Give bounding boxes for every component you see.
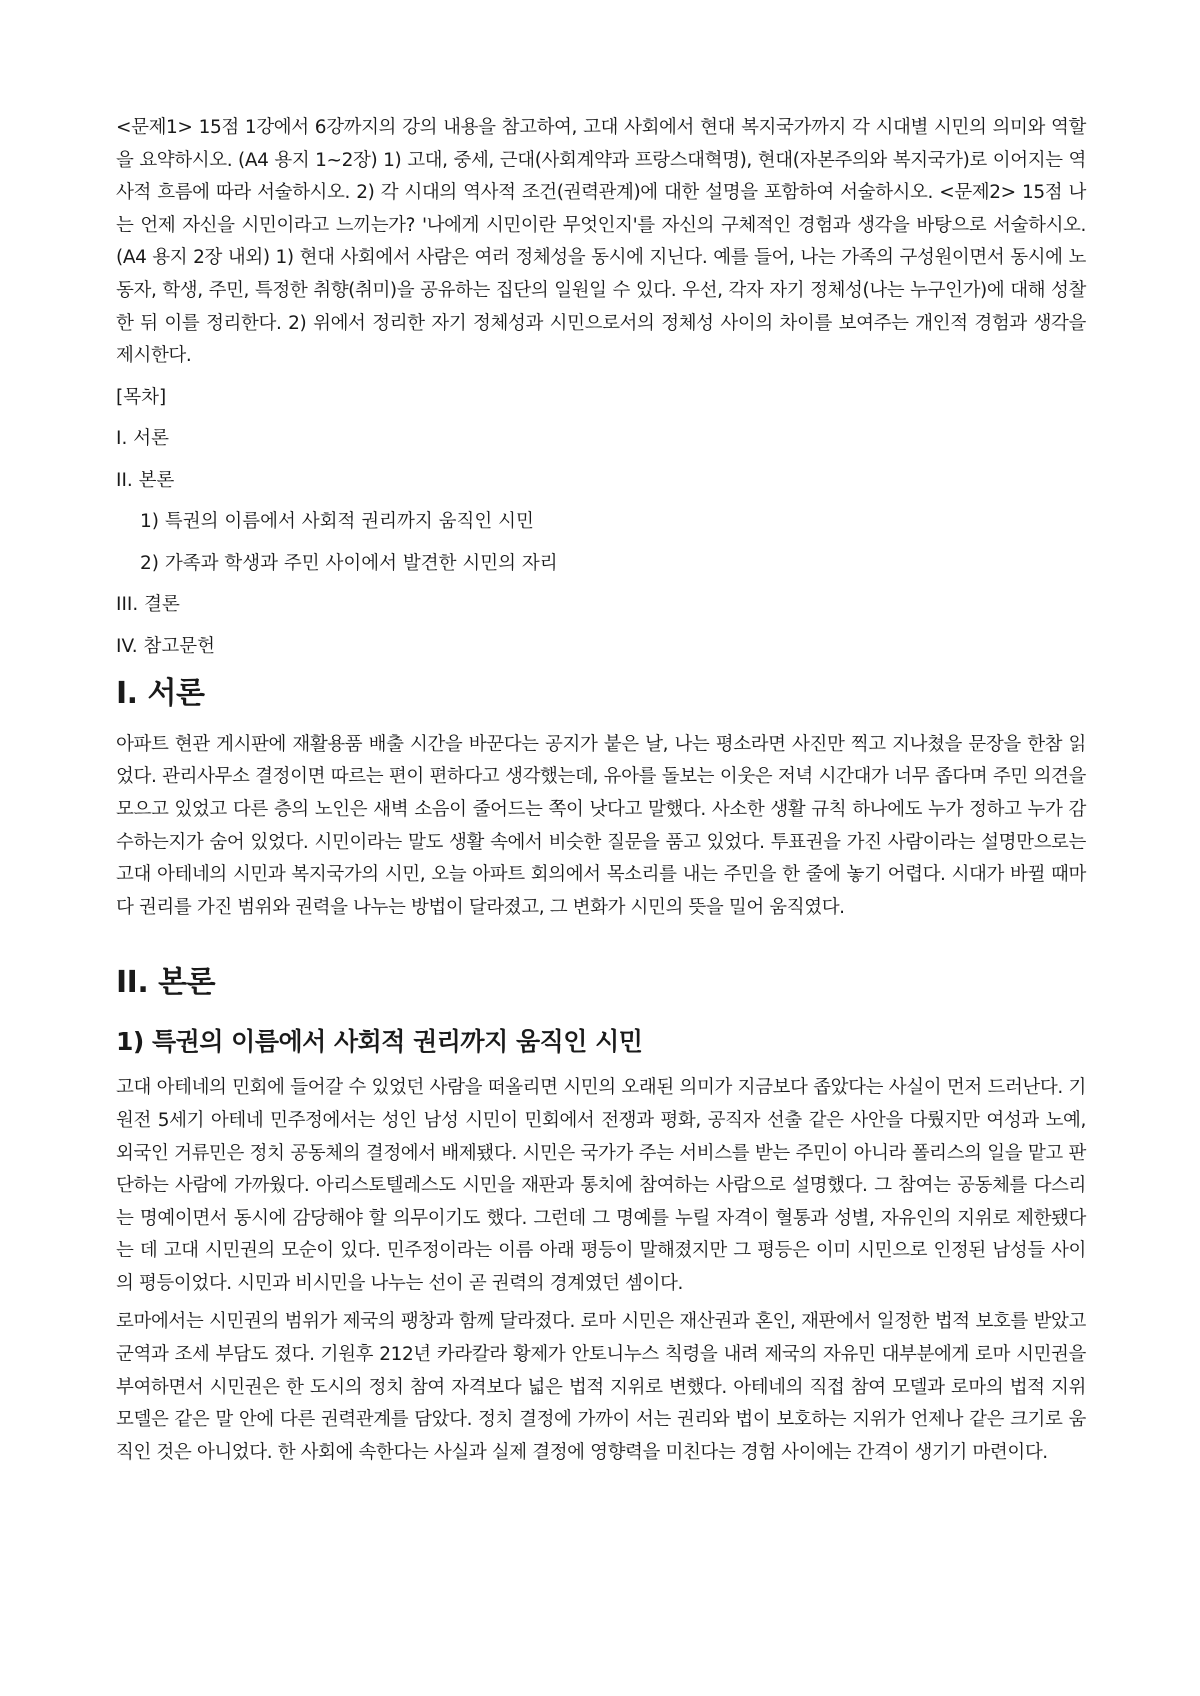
section-heading-introduction: I. 서론 (116, 675, 205, 711)
subsection-heading-1: 1) 특권의 이름에서 사회적 권리까지 움직인 시민 (116, 1027, 643, 1057)
document-page (116, 112, 1086, 1469)
toc-item-body: II. 본론 (116, 469, 175, 491)
body-paragraph: 고대 아테네의 민회에 들어갈 수 있었던 사람을 떠올리면 시민의 오래된 의미가 지금보다 좁았다는 사실이 먼저 드러난다. 기원전 5세기 아테네 민주정에서는 성인 남성 시민이 민회에서 전쟁과 평화, 공직자 선출 같은 사안을 다뤘지만 여성과 노예, 외국인 거류민은 정치 공동체의 결정에서 배제됐다. 시민은 국가가 주는 서비스를 받는 주민이 아니라 폴리스의 일을 맡고 판단하는 사람에 가까웠다. 아리스토텔레스도 시민을 재판과 통치에 참여하는 사람으로 설명했다. 그 참여는 공동체를 다스리는 명예이면서 동시에 감당해야 할 의무이기도 했다. 그런데 그 명예를 누릴 자격이 혈통과 성별, 자유인의 지위로 제한됐다는 데 고대 시민권의 모순이 있다. 민주정이라는 이름 아래 평등이 말해졌지만 그 평등은 이미 시민으로 인정된 남성들 사이의 평등이었다. 시민과 비시민을 나누는 선이 곧 권력의 경계였던 셈이다. (116, 1077, 1086, 1294)
toc-item-body-1: 1) 특권의 이름에서 사회적 권리까지 움직인 시민 (140, 511, 534, 533)
introduction-paragraph: 아파트 현관 게시판에 재활용품 배출 시간을 바꾼다는 공지가 붙은 날, 나는 평소라면 사진만 찍고 지나쳤을 문장을 한참 읽었다. 관리사무소 결정이면 따르는 편이 편하다고 생각했는데, 유아를 돌보는 이웃은 저녁 시간대가 너무 좁다며 주민 의견을 모으고 있었고 다른 층의 노인은 새벽 소음이 줄어드는 쪽이 낫다고 말했다. 사소한 생활 규칙 하나에도 누가 정하고 누가 감수하는지가 숨어 있었다. 시민이라는 말도 생활 속에서 비슷한 질문을 품고 있었다. 투표권을 가진 사람이라는 설명만으로는 고대 아테네의 시민과 복지국가의 시민, 오늘 아파트 회의에서 목소리를 내는 주민을 한 줄에 놓기 어렵다. 시대가 바뀔 때마다 권리를 가진 범위와 권력을 나누는 방법이 달라졌고, 그 변화가 시민의 뜻을 밀어 움직였다. (116, 733, 1086, 918)
toc-item-body-2: 2) 가족과 학생과 주민 사이에서 발견한 시민의 자리 (140, 552, 558, 574)
toc-label: [목차] (116, 386, 167, 408)
table-of-contents (116, 423, 1086, 663)
section-heading-body: II. 본론 (116, 965, 216, 1001)
body-paragraph: 로마에서는 시민권의 범위가 제국의 팽창과 함께 달라졌다. 로마 시민은 재산권과 혼인, 재판에서 일정한 법적 보호를 받았고 군역과 조세 부담도 졌다. 기원후 212년 카라칼라 황제가 안토니누스 칙령을 내려 제국의 자유민 대부분에게 로마 시민권을 부여하면서 시민권은 한 도시의 정치 참여 자격보다 넓은 법적 지위로 변했다. 아테네의 직접 참여 모델과 로마의 법적 지위 모델은 같은 말 안에 다른 권력관계를 담았다. 정치 결정에 가까이 서는 권리와 법이 보호하는 지위가 언제나 같은 크기로 움직인 것은 아니었다. 한 사회에 속한다는 사실과 실제 결정에 영향력을 미친다는 경험 사이에는 간격이 생기기 마련이다. (116, 1311, 1086, 1463)
assignment-prompt: <문제1> 15점 1강에서 6강까지의 강의 내용을 참고하여, 고대 사회에서 현대 복지국가까지 각 시대별 시민의 의미와 역할을 요약하시오. (A4 용지 1~2장) 1) 고대, 중세, 근대(사회계약과 프랑스대혁명), 현대(자본주의와 복지국가)로 이어지는 역사적 흐름에 따라 서술하시오. 2) 각 시대의 역사적 조건(권력관계)에 대한 설명을 포함하여 서술하시오. <문제2> 15점 나는 언제 자신을 시민이라고 느끼는가? '나에게 시민이란 무엇인지'를 자신의 구체적인 경험과 생각을 바탕으로 서술하시오. (A4 용지 2장 내외) 1) 현대 사회에서 사람은 여러 정체성을 동시에 지닌다. 예를 들어, 나는 가족의 구성원이면서 동시에 노동자, 학생, 주민, 특정한 취향(취미)을 공유하는 집단의 일원일 수 있다. 우선, 각자 자기 정체성(나는 누구인가)에 대해 성찰한 뒤 이를 정리한다. 2) 위에서 정리한 자기 정체성과 시민으로서의 정체성 사이의 차이를 보여주는 개인적 경험과 생각을 제시한다. (116, 117, 1086, 367)
toc-item-references: IV. 참고문헌 (116, 635, 215, 657)
toc-item-introduction: I. 서론 (116, 428, 169, 450)
toc-item-conclusion: III. 결론 (116, 594, 180, 616)
